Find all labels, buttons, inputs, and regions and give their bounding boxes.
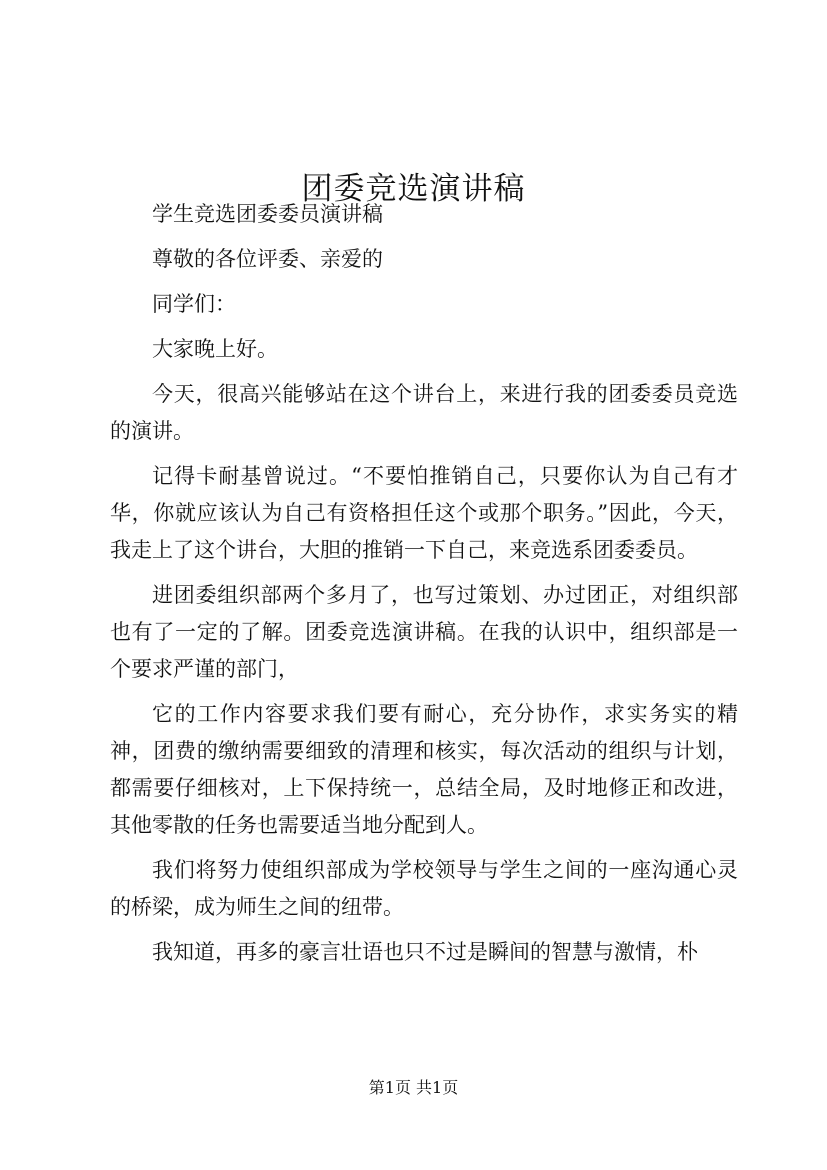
document-body [110, 196, 738, 971]
paragraph-7: 进团委组织部两个多月了，也写过策划、办过团正，对组织部也有了一定的了解。团委竞选演讲稿。在我的认识中，组织部是一个要求严谨的部门， [110, 583, 738, 681]
paragraph-2: 尊敬的各位评委、亲爱的 [152, 247, 383, 271]
paragraph-10: 我知道，再多的豪言壮语也只不过是瞬间的智慧与激情，朴 [152, 940, 698, 964]
page-footer: 第1页 共1页 [368, 1078, 459, 1097]
paragraph-9: 我们将努力使组织部成为学校领导与学生之间的一座沟通心灵的桥梁，成为师生之间的纽带。 [110, 858, 738, 919]
paragraph-5: 今天，很高兴能够站在这个讲台上，来进行我的团委委员竞选的演讲。 [110, 382, 738, 443]
paragraph-4: 大家晚上好。 [152, 337, 278, 361]
paragraph-1: 学生竞选团委委员演讲稿 [152, 202, 383, 226]
document-title: 团委竞选演讲稿 [301, 170, 526, 207]
paragraph-3: 同学们： [152, 292, 236, 316]
paragraph-6: 记得卡耐基曾说过。“不要怕推销自己，只要你认为自己有才华，你就应该认为自己有资格担任这个或那个职务。”因此，今天，我走上了这个讲台，大胆的推销一下自己，来竞选系团委委员。 [110, 464, 738, 562]
paragraph-8: 它的工作内容要求我们要有耐心，充分协作，求实务实的精神，团费的缴纳需要细致的清理和核实，每次活动的组织与计划，都需要仔细核对，上下保持统一，总结全局，及时地修正和改进，其他零散的任务也需要适当地分配到人。 [110, 702, 738, 837]
